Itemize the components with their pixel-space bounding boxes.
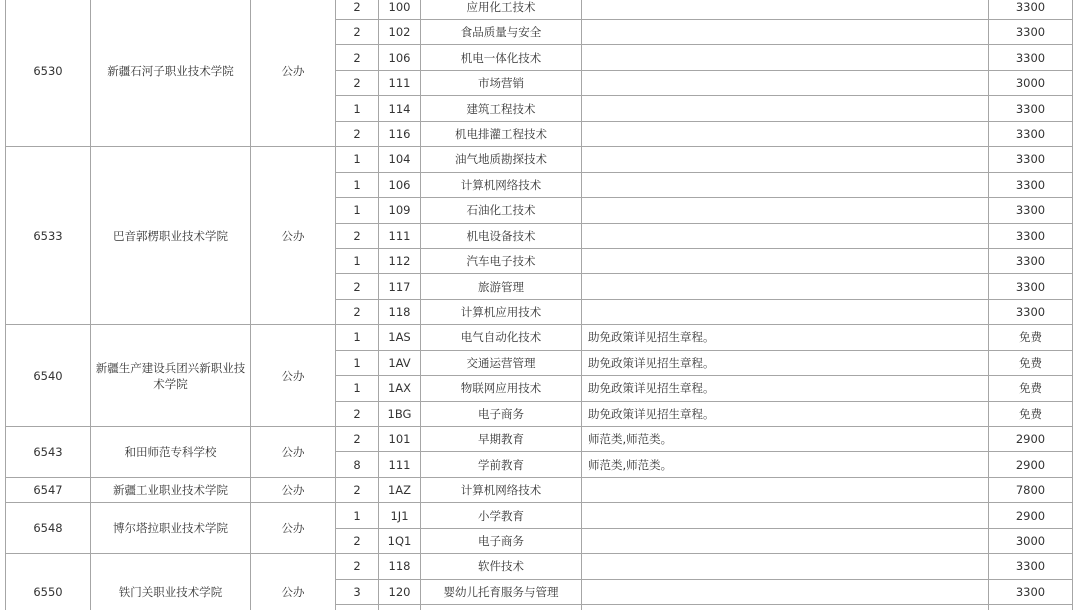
school-code: 6547 — [6, 477, 91, 502]
major-code: 101 — [379, 427, 421, 452]
school-type: 公办 — [251, 427, 336, 478]
table-row — [6, 477, 1073, 502]
school-name: 新疆生产建设兵团兴新职业技术学院 — [91, 325, 251, 427]
major-note — [582, 96, 989, 121]
admissions-table — [5, 0, 1073, 610]
table-row — [6, 147, 1073, 172]
major-code: 111 — [379, 452, 421, 477]
major-code: 1AX — [379, 376, 421, 401]
school-type: 公办 — [251, 554, 336, 610]
major-note — [582, 528, 989, 553]
plan-count: 2 — [336, 477, 379, 502]
school-type: 公办 — [251, 0, 336, 147]
plan-count: 2 — [336, 20, 379, 45]
tuition-fee: 2900 — [989, 427, 1073, 452]
major-code: 118 — [379, 299, 421, 324]
school-name: 新疆石河子职业技术学院 — [91, 0, 251, 147]
major-note: 助免政策详见招生章程。 — [582, 350, 989, 375]
plan-count: 8 — [336, 452, 379, 477]
major-code: 1AV — [379, 350, 421, 375]
major-name: 软件技术 — [421, 554, 582, 579]
plan-count: 2 — [336, 299, 379, 324]
school-name: 巴音郭楞职业技术学院 — [91, 147, 251, 325]
major-code: 116 — [379, 121, 421, 146]
major-code: 112 — [379, 248, 421, 273]
major-name: 电气自动化技术 — [421, 325, 582, 350]
plan-count: 1 — [336, 96, 379, 121]
major-note — [582, 172, 989, 197]
plan-count: 1 — [336, 248, 379, 273]
major-name: 机电排灌工程技术 — [421, 121, 582, 146]
major-note: 师范类,师范类。 — [582, 427, 989, 452]
plan-count: 1 — [336, 503, 379, 528]
major-name: 学前教育 — [421, 452, 582, 477]
plan-count: 2 — [336, 427, 379, 452]
tuition-fee: 3300 — [989, 20, 1073, 45]
major-name: 交通运营管理 — [421, 350, 582, 375]
school-type: 公办 — [251, 147, 336, 325]
admissions-table-body — [6, 0, 1073, 610]
tuition-fee: 免费 — [989, 401, 1073, 426]
tuition-fee: 免费 — [989, 376, 1073, 401]
truncated-cell — [989, 605, 1073, 610]
plan-count: 1 — [336, 198, 379, 223]
major-code: 1BG — [379, 401, 421, 426]
tuition-fee: 3000 — [989, 70, 1073, 95]
major-note: 师范类,师范类。 — [582, 452, 989, 477]
school-code: 6540 — [6, 325, 91, 427]
major-code: 1AZ — [379, 477, 421, 502]
school-type: 公办 — [251, 477, 336, 502]
major-name: 汽车电子技术 — [421, 248, 582, 273]
tuition-fee: 3300 — [989, 248, 1073, 273]
major-code: 1AS — [379, 325, 421, 350]
school-name: 和田师范专科学校 — [91, 427, 251, 478]
truncated-cell — [582, 605, 989, 610]
table-row — [6, 427, 1073, 452]
major-name: 食品质量与安全 — [421, 20, 582, 45]
truncated-cell — [336, 605, 379, 610]
major-note: 助免政策详见招生章程。 — [582, 376, 989, 401]
major-code: 109 — [379, 198, 421, 223]
major-note — [582, 0, 989, 20]
major-note: 助免政策详见招生章程。 — [582, 401, 989, 426]
tuition-fee: 2900 — [989, 452, 1073, 477]
plan-count: 1 — [336, 172, 379, 197]
tuition-fee: 免费 — [989, 325, 1073, 350]
major-code: 102 — [379, 20, 421, 45]
tuition-fee: 3300 — [989, 299, 1073, 324]
major-code: 118 — [379, 554, 421, 579]
school-code: 6543 — [6, 427, 91, 478]
table-row — [6, 0, 1073, 20]
major-name: 小学教育 — [421, 503, 582, 528]
tuition-fee: 3300 — [989, 172, 1073, 197]
major-name: 建筑工程技术 — [421, 96, 582, 121]
tuition-fee: 3300 — [989, 96, 1073, 121]
tuition-fee: 3300 — [989, 45, 1073, 70]
tuition-fee: 3300 — [989, 579, 1073, 604]
major-note — [582, 198, 989, 223]
school-code: 6533 — [6, 147, 91, 325]
major-code: 1Q1 — [379, 528, 421, 553]
plan-count: 2 — [336, 0, 379, 20]
major-code: 104 — [379, 147, 421, 172]
major-code: 106 — [379, 45, 421, 70]
major-name: 旅游管理 — [421, 274, 582, 299]
tuition-fee: 3300 — [989, 223, 1073, 248]
tuition-fee: 免费 — [989, 350, 1073, 375]
major-name: 计算机应用技术 — [421, 299, 582, 324]
table-row — [6, 325, 1073, 350]
major-note — [582, 223, 989, 248]
major-name: 计算机网络技术 — [421, 172, 582, 197]
tuition-fee: 2900 — [989, 503, 1073, 528]
tuition-fee: 3300 — [989, 554, 1073, 579]
major-code: 120 — [379, 579, 421, 604]
tuition-fee: 7800 — [989, 477, 1073, 502]
school-name: 博尔塔拉职业技术学院 — [91, 503, 251, 554]
major-name: 油气地质勘探技术 — [421, 147, 582, 172]
major-note — [582, 70, 989, 95]
table-row — [6, 554, 1073, 579]
major-name: 机电一体化技术 — [421, 45, 582, 70]
school-code: 6548 — [6, 503, 91, 554]
plan-count: 2 — [336, 121, 379, 146]
tuition-fee: 3300 — [989, 274, 1073, 299]
major-code: 111 — [379, 223, 421, 248]
tuition-fee: 3300 — [989, 147, 1073, 172]
major-note — [582, 299, 989, 324]
plan-count: 1 — [336, 350, 379, 375]
plan-count: 1 — [336, 147, 379, 172]
truncated-cell — [379, 605, 421, 610]
major-code: 106 — [379, 172, 421, 197]
major-name: 石油化工技术 — [421, 198, 582, 223]
school-code: 6530 — [6, 0, 91, 147]
major-code: 111 — [379, 70, 421, 95]
school-name: 铁门关职业技术学院 — [91, 554, 251, 610]
major-name: 电子商务 — [421, 528, 582, 553]
major-name: 物联网应用技术 — [421, 376, 582, 401]
major-note — [582, 248, 989, 273]
major-code: 100 — [379, 0, 421, 20]
major-note — [582, 503, 989, 528]
school-code: 6550 — [6, 554, 91, 610]
major-note — [582, 45, 989, 70]
plan-count: 2 — [336, 274, 379, 299]
major-note — [582, 121, 989, 146]
major-name: 市场营销 — [421, 70, 582, 95]
major-name: 计算机网络技术 — [421, 477, 582, 502]
plan-count: 2 — [336, 70, 379, 95]
major-name: 机电设备技术 — [421, 223, 582, 248]
school-name: 新疆工业职业技术学院 — [91, 477, 251, 502]
major-note — [582, 579, 989, 604]
tuition-fee: 3000 — [989, 528, 1073, 553]
tuition-fee: 3300 — [989, 198, 1073, 223]
truncated-cell — [421, 605, 582, 610]
major-code: 1J1 — [379, 503, 421, 528]
major-note — [582, 477, 989, 502]
major-note — [582, 20, 989, 45]
plan-count: 2 — [336, 554, 379, 579]
major-code: 117 — [379, 274, 421, 299]
plan-count: 1 — [336, 325, 379, 350]
plan-count: 3 — [336, 579, 379, 604]
school-type: 公办 — [251, 503, 336, 554]
table-row — [6, 503, 1073, 528]
major-name: 早期教育 — [421, 427, 582, 452]
school-type: 公办 — [251, 325, 336, 427]
major-note — [582, 274, 989, 299]
plan-count: 2 — [336, 223, 379, 248]
tuition-fee: 3300 — [989, 121, 1073, 146]
tuition-fee: 3300 — [989, 0, 1073, 20]
major-name: 婴幼儿托育服务与管理 — [421, 579, 582, 604]
plan-count: 1 — [336, 376, 379, 401]
plan-count: 2 — [336, 528, 379, 553]
major-note — [582, 147, 989, 172]
major-note — [582, 554, 989, 579]
major-note: 助免政策详见招生章程。 — [582, 325, 989, 350]
plan-count: 2 — [336, 401, 379, 426]
major-name: 电子商务 — [421, 401, 582, 426]
major-code: 114 — [379, 96, 421, 121]
plan-count: 2 — [336, 45, 379, 70]
major-name: 应用化工技术 — [421, 0, 582, 20]
